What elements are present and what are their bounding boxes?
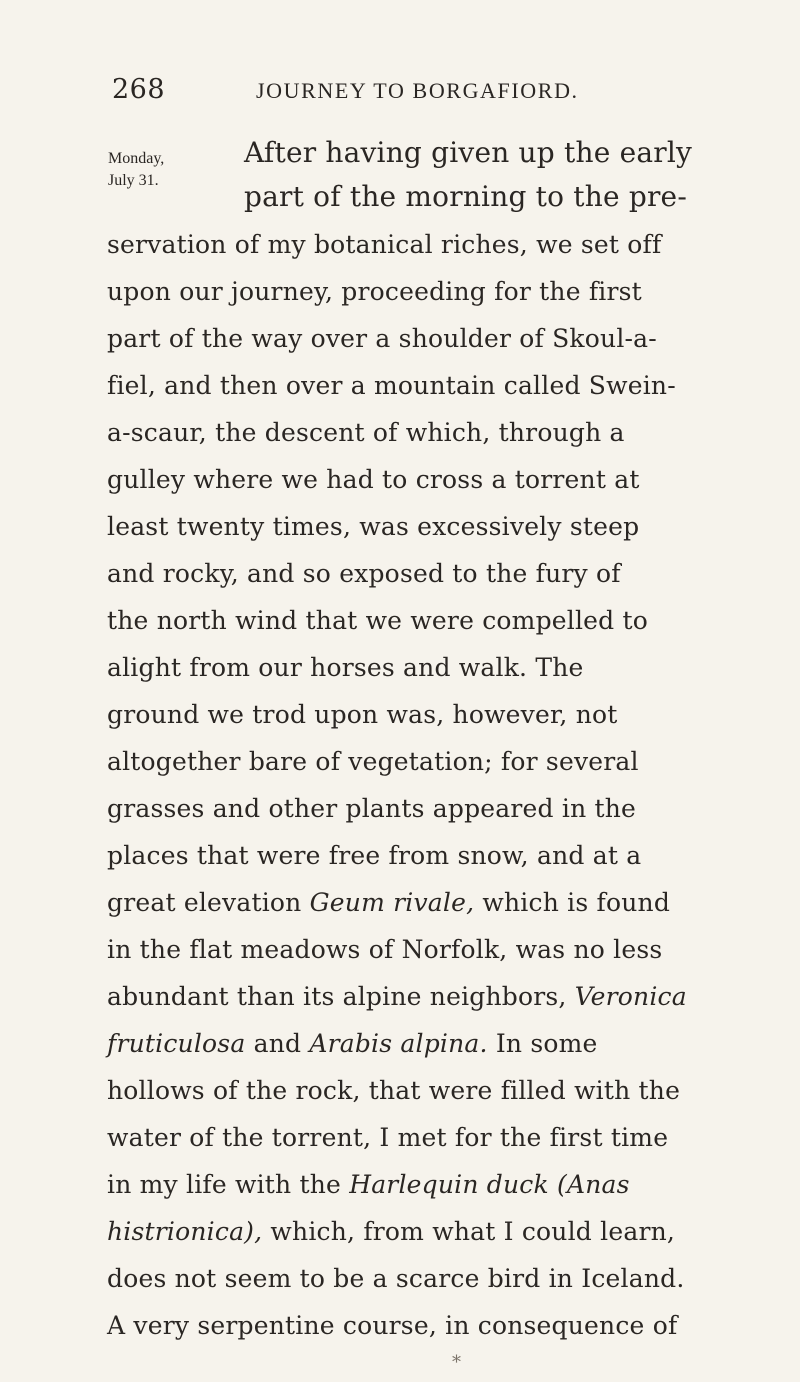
- text-segment: ground we trod upon was, however, not: [107, 700, 618, 729]
- text-segment: part of the morning to the pre-: [244, 180, 687, 213]
- text-segment: fiel, and then over a mountain called Swein-: [107, 371, 676, 400]
- text-line: [107, 982, 687, 1011]
- text-segment: alight from our horses and walk. The: [107, 653, 584, 682]
- text-segment: in the flat meadows of Norfolk, was no less: [107, 935, 663, 964]
- text-line: [107, 653, 584, 682]
- text-segment-italic: histrionica),: [107, 1217, 263, 1246]
- text-line: [107, 935, 662, 964]
- text-line: [107, 371, 676, 400]
- text-segment: hollows of the rock, that were filled with the: [107, 1076, 681, 1105]
- text-line: [107, 1123, 668, 1152]
- text-line: [107, 794, 636, 823]
- text-line: [107, 1264, 684, 1293]
- text-line: [107, 1217, 675, 1246]
- text-segment: and: [245, 1029, 310, 1058]
- text-segment: least twenty times, was excessively steep: [107, 512, 640, 541]
- text-segment: great elevation: [107, 888, 310, 917]
- text-line: [107, 277, 642, 306]
- text-segment: a-scaur, the descent of which, through a: [107, 418, 625, 447]
- text-line: [107, 747, 639, 776]
- text-line: [107, 1029, 598, 1058]
- text-segment: After having given up the early: [244, 136, 692, 169]
- text-segment-italic: Arabis alpina.: [309, 1029, 488, 1058]
- text-line: [107, 606, 648, 635]
- text-line: [107, 512, 639, 541]
- text-segment: altogether bare of vegetation; for several: [107, 747, 639, 776]
- running-head: JOURNEY TO BORGAFIORD.: [256, 78, 579, 103]
- text-segment: grasses and other plants appeared in the: [107, 794, 637, 823]
- text-line: [107, 465, 640, 494]
- text-segment: in my life with the: [107, 1170, 350, 1199]
- margin-note: [108, 148, 164, 192]
- text-segment: which, from what I could learn,: [262, 1217, 676, 1246]
- text-segment: does not seem to be a scarce bird in Iceland.: [107, 1264, 685, 1293]
- text-segment: part of the way over a shoulder of Skoul-a-: [107, 324, 657, 353]
- printer-mark: *: [452, 1352, 461, 1373]
- text-segment-italic: Veronica: [574, 982, 687, 1011]
- text-line: [107, 841, 641, 870]
- text-line: [244, 136, 692, 169]
- text-line: [107, 559, 621, 588]
- text-segment: and rocky, and so exposed to the fury of: [107, 559, 621, 588]
- text-segment: abundant than its alpine neighbors,: [107, 982, 575, 1011]
- text-segment: A very serpentine course, in consequence of: [107, 1311, 678, 1340]
- text-segment: gulley where we had to cross a torrent at: [107, 465, 640, 494]
- text-segment: In some: [487, 1029, 598, 1058]
- text-line: [107, 418, 625, 447]
- text-segment: servation of my botanical riches, we set off: [107, 230, 662, 259]
- margin-note-day: Monday,: [108, 150, 165, 167]
- text-segment: which is found: [474, 888, 671, 917]
- text-segment-italic: Geum rivale,: [309, 888, 475, 917]
- text-line: [107, 1170, 630, 1199]
- text-line: [107, 230, 661, 259]
- text-line: [107, 1076, 680, 1105]
- text-segment-italic: fruticulosa: [107, 1029, 246, 1058]
- text-line: [107, 700, 618, 729]
- text-segment: the north wind that we were compelled to: [107, 606, 648, 635]
- page-number: 268: [112, 74, 166, 105]
- text-segment-italic: Harlequin duck (Anas: [349, 1170, 630, 1199]
- text-line: [107, 324, 657, 353]
- page-header: [112, 74, 722, 114]
- text-segment: places that were free from snow, and at a: [107, 841, 642, 870]
- text-line: [244, 180, 687, 213]
- text-line: [107, 1311, 677, 1340]
- text-segment: upon our journey, proceeding for the first: [107, 277, 642, 306]
- text-segment: water of the torrent, I met for the first time: [107, 1123, 669, 1152]
- margin-note-date: July 31.: [108, 172, 159, 189]
- text-line: [107, 888, 670, 917]
